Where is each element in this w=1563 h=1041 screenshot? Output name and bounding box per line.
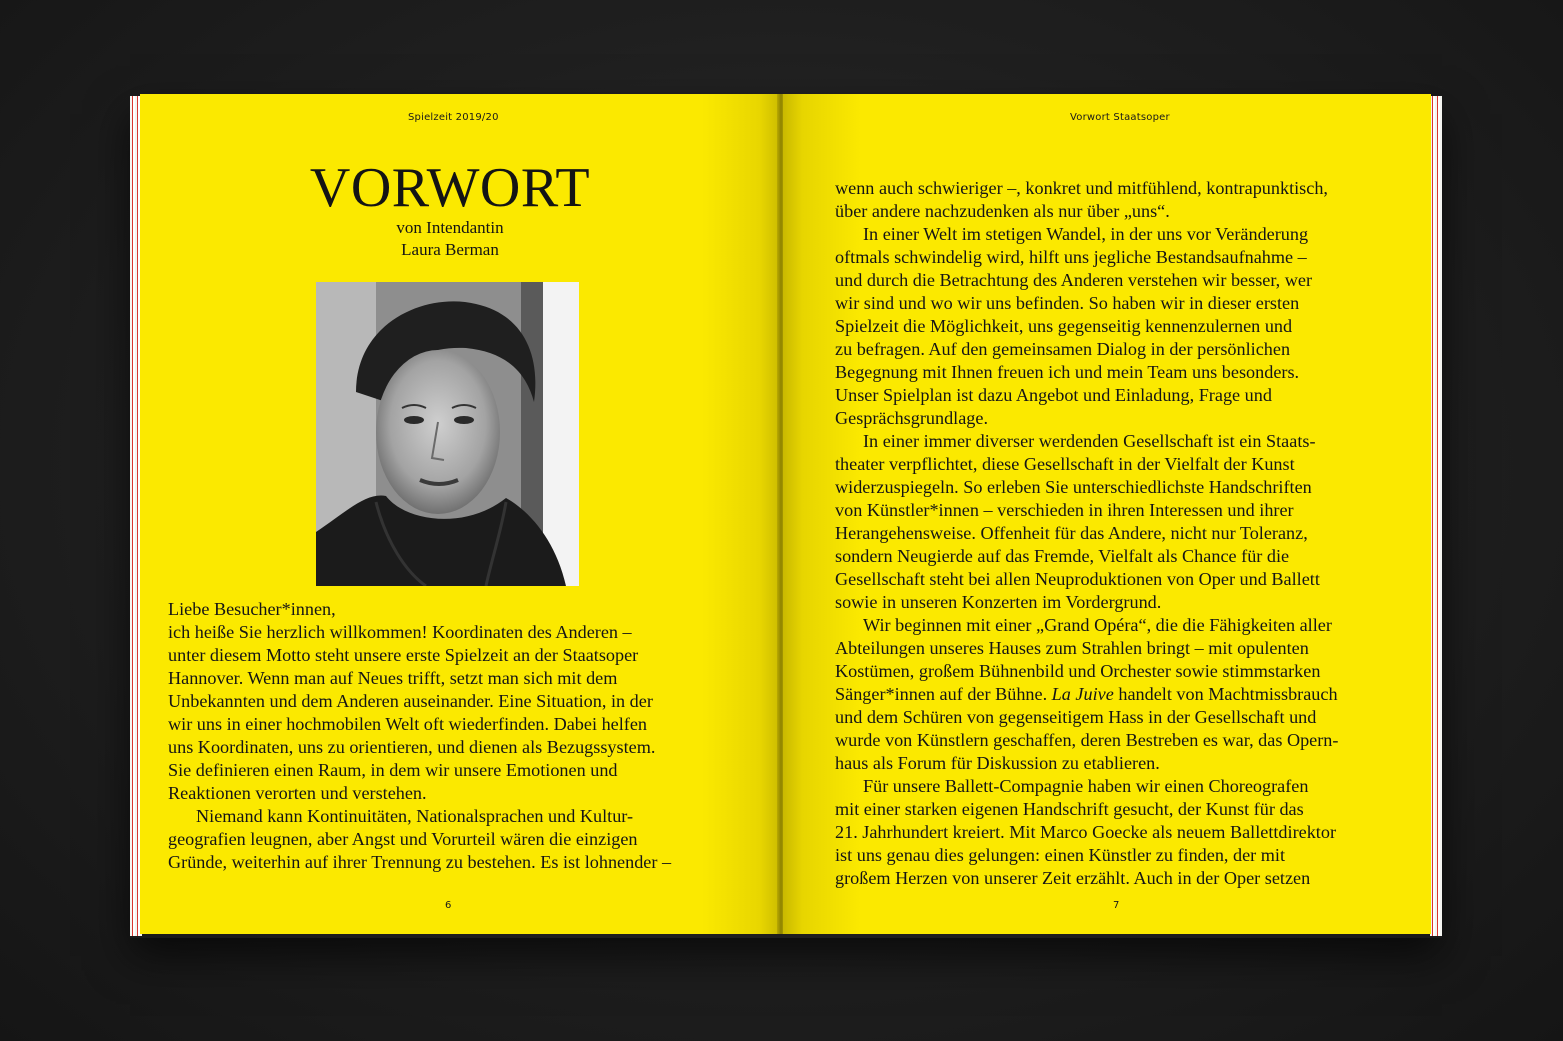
text-line: Reaktionen verorten und verstehen. (168, 783, 427, 803)
text-fragment: handelt von Machtmissbrauch (1118, 684, 1338, 704)
text-line: oftmals schwindelig wird, hilft uns jegliche Bestandsaufnahme – (835, 247, 1307, 267)
text-line: theater verpflichtet, diese Gesellschaft in der Vielfalt der Kunst (835, 454, 1295, 474)
text-line: über andere nachzudenken als nur über „uns“. (835, 201, 1170, 221)
text-line: 21. Jahrhundert kreiert. Mit Marco Goecke als neuem Ballettdirektor (835, 822, 1336, 842)
text-line: unter diesem Motto steht unsere erste Spielzeit an der Staatsoper (168, 645, 639, 665)
text-line: ist uns genau dies gelungen: einen Künstler zu finden, der mit (835, 845, 1286, 865)
text-line: zu befragen. Auf den gemeinsamen Dialog in der persönlichen (835, 339, 1291, 359)
text-line: Gesellschaft steht bei allen Neuproduktionen von Oper und Ballett (835, 569, 1320, 589)
text-line: großem Herzen von unserer Zeit erzählt. Auch in der Oper setzen (835, 868, 1311, 888)
left-body-text (168, 598, 768, 874)
text-line: geografien leugnen, aber Angst und Vorurteil wären die einzigen (168, 829, 638, 849)
text-line: Sie definieren einen Raum, in dem wir unsere Emotionen und (168, 760, 618, 780)
text-line: In einer Welt im stetigen Wandel, in der uns vor Veränderung (863, 224, 1309, 244)
text-line: sowie in unseren Konzerten im Vordergrund. (835, 592, 1162, 612)
text-line: ich heiße Sie herzlich willkommen! Koordinaten des Anderen – (168, 622, 632, 642)
text-line: Liebe Besucher*innen, (168, 599, 336, 619)
text-line (835, 683, 1425, 706)
page-edges-right (1430, 96, 1442, 936)
text-line: Wir beginnen mit einer „Grand Opéra“, die die Fähigkeiten aller (863, 615, 1332, 635)
page-title: VORWORT (309, 157, 591, 219)
subtitle-name: Laura Berman (401, 240, 499, 259)
text-line: Niemand kann Kontinuitäten, Nationalsprachen und Kultur- (196, 806, 634, 826)
left-page (140, 94, 779, 934)
text-line: Kostümen, großem Bühnenbild und Orchester sowie stimmstarken (835, 661, 1321, 681)
text-line: Hannover. Wenn man auf Neues trifft, setzt man sich mit dem (168, 668, 618, 688)
text-line: und durch die Betrachtung des Anderen verstehen wir besser, wer (835, 270, 1313, 290)
text-line: Begegnung mit Ihnen freuen ich und mein Team uns besonders. (835, 362, 1300, 382)
text-line: Abteilungen unseres Hauses zum Strahlen bringt – mit opulenten (835, 638, 1309, 658)
text-line: Gesprächsgrundlage. (835, 408, 989, 428)
portrait-photo (316, 282, 579, 586)
text-line: Für unsere Ballett-Compagnie haben wir einen Choreografen (863, 776, 1309, 796)
text-line: Unser Spielplan ist dazu Angebot und Einladung, Frage und (835, 385, 1272, 405)
running-head-left: Spielzeit 2019/20 (408, 112, 499, 123)
text-line: wenn auch schwieriger –, konkret und mitfühlend, kontrapunktisch, (835, 178, 1328, 198)
right-body-text (835, 177, 1425, 890)
text-line: wir uns in einer hochmobilen Welt oft wiederfinden. Dabei helfen (168, 714, 648, 734)
text-line: von Künstler*innen – verschieden in ihren Interessen und ihrer (835, 500, 1294, 520)
text-line: und dem Schüren von gegenseitigem Hass in der Gesellschaft und (835, 707, 1317, 727)
text-line: haus als Forum für Diskussion zu etablieren. (835, 753, 1160, 773)
page-number-right: 7 (1113, 900, 1120, 911)
text-line: mit einer starken eigenen Handschrift gesucht, der Kunst für das (835, 799, 1304, 819)
text-line: sondern Neugierde auf das Fremde, Vielfalt als Chance für die (835, 546, 1290, 566)
text-line: Unbekannten und dem Anderen auseinander. Eine Situation, in der (168, 691, 653, 711)
text-line: Gründe, weiterhin auf ihrer Trennung zu bestehen. Es ist lohnender – (168, 852, 672, 872)
subtitle-role: von Intendantin (396, 218, 504, 237)
running-head-right: Vorwort Staatsoper (1070, 112, 1170, 123)
text-line: Spielzeit die Möglichkeit, uns gegenseitig kennenzulernen und (835, 316, 1293, 336)
portrait-illustration (316, 282, 579, 586)
text-line: widerzuspiegeln. So erleben Sie unterschiedlichste Handschriften (835, 477, 1312, 497)
opera-title: La Juive (1051, 684, 1114, 704)
text-fragment: Sänger*innen auf der Bühne. (835, 684, 1048, 704)
page-number-left: 6 (445, 900, 452, 911)
text-line: wir sind und wo wir uns befinden. So haben wir in dieser ersten (835, 293, 1300, 313)
right-page (783, 94, 1431, 934)
text-line: uns Koordinaten, uns zu orientieren, und dienen als Bezugssystem. (168, 737, 656, 757)
text-line: Herangehensweise. Offenheit für das Andere, nicht nur Toleranz, (835, 523, 1308, 543)
text-line: wurde von Künstlern geschaffen, deren Bestreben es war, das Opern- (835, 730, 1339, 750)
text-line: In einer immer diverser werdenden Gesellschaft ist ein Staats- (863, 431, 1316, 451)
